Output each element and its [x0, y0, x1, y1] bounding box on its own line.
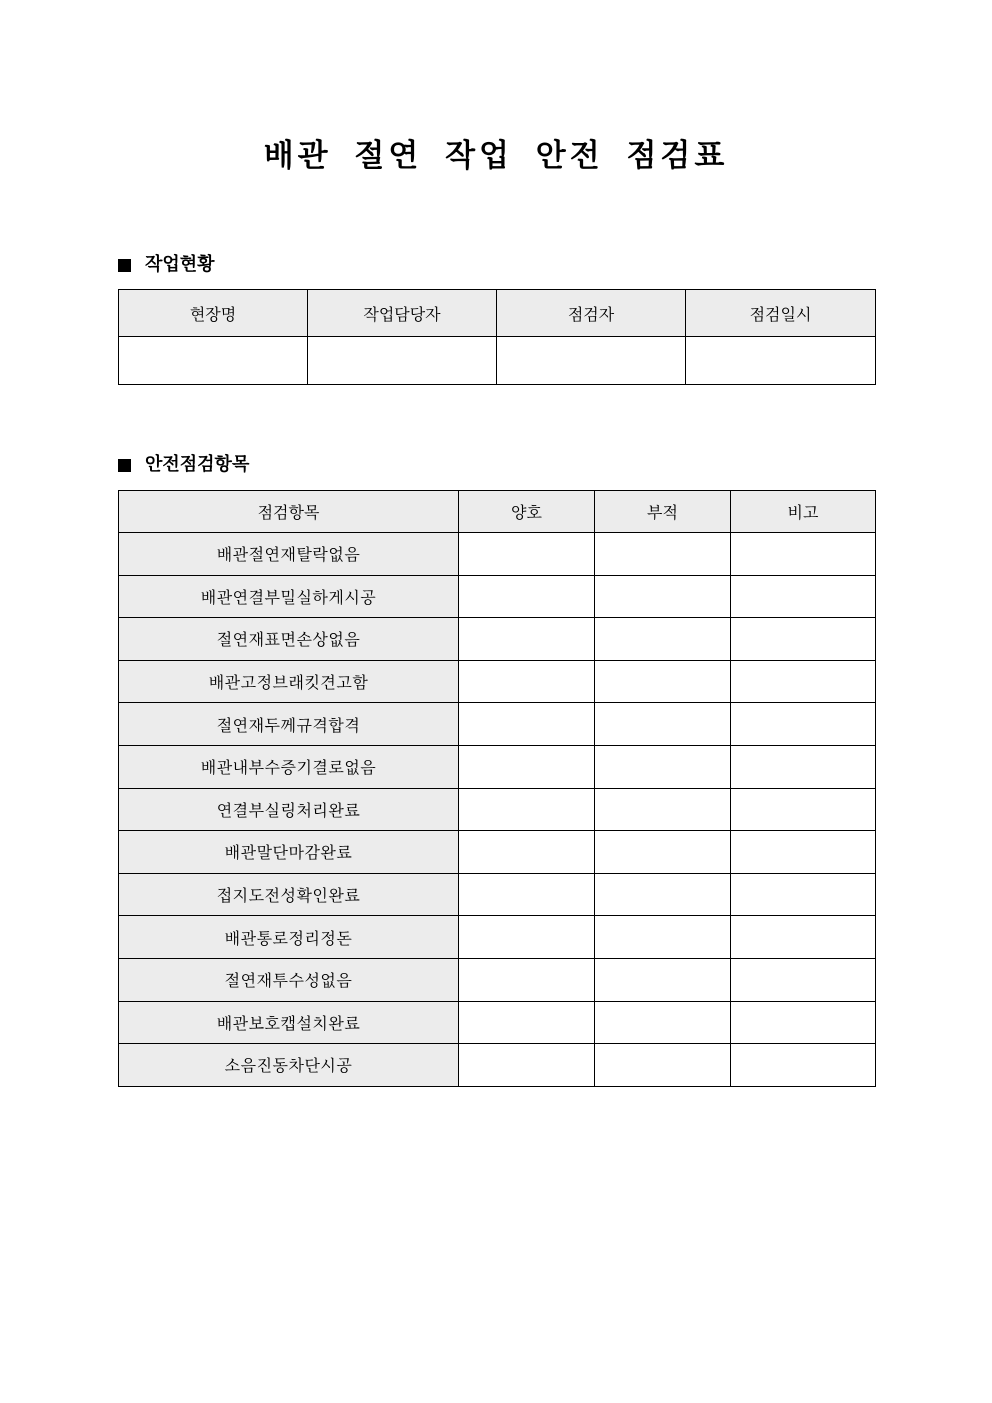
column-header-site-name: 현장명: [119, 290, 308, 337]
remarks-cell[interactable]: [731, 618, 876, 661]
check-item-label: 소음진동차단시공: [119, 1044, 459, 1087]
good-check-cell[interactable]: [459, 703, 595, 746]
inspector-field[interactable]: [497, 337, 686, 385]
unsuitable-check-cell[interactable]: [595, 533, 731, 576]
work-manager-field[interactable]: [308, 337, 497, 385]
unsuitable-check-cell[interactable]: [595, 788, 731, 831]
unsuitable-check-cell[interactable]: [595, 745, 731, 788]
remarks-cell[interactable]: [731, 745, 876, 788]
table-row: [119, 533, 876, 576]
remarks-cell[interactable]: [731, 873, 876, 916]
check-item-label: 접지도전성확인완료: [119, 873, 459, 916]
table-row: [119, 745, 876, 788]
check-item-label: 연결부실링처리완료: [119, 788, 459, 831]
unsuitable-check-cell[interactable]: [595, 1044, 731, 1087]
remarks-cell[interactable]: [731, 533, 876, 576]
unsuitable-check-cell[interactable]: [595, 618, 731, 661]
table-row: [119, 788, 876, 831]
good-check-cell[interactable]: [459, 1001, 595, 1044]
remarks-cell[interactable]: [731, 703, 876, 746]
section-heading-label: 안전점검항목: [145, 454, 250, 475]
good-check-cell[interactable]: [459, 831, 595, 874]
remarks-cell[interactable]: [731, 958, 876, 1001]
table-header-row: [119, 491, 876, 533]
unsuitable-check-cell[interactable]: [595, 958, 731, 1001]
check-item-label: 배관내부수증기결로없음: [119, 745, 459, 788]
inspection-datetime-field[interactable]: [686, 337, 876, 385]
remarks-cell[interactable]: [731, 1044, 876, 1087]
site-name-field[interactable]: [119, 337, 308, 385]
good-check-cell[interactable]: [459, 533, 595, 576]
check-item-label: 배관말단마감완료: [119, 831, 459, 874]
table-row: [119, 703, 876, 746]
column-header-unsuitable: 부적: [595, 491, 731, 533]
section-heading-work-status: [118, 253, 215, 277]
table-row: [119, 831, 876, 874]
good-check-cell[interactable]: [459, 1044, 595, 1087]
check-item-label: 배관연결부밀실하게시공: [119, 575, 459, 618]
column-header-inspector: 점검자: [497, 290, 686, 337]
remarks-cell[interactable]: [731, 575, 876, 618]
check-item-label: 절연재두께규격합격: [119, 703, 459, 746]
good-check-cell[interactable]: [459, 575, 595, 618]
safety-check-table: [118, 490, 876, 1087]
table-row: [119, 337, 876, 385]
unsuitable-check-cell[interactable]: [595, 575, 731, 618]
table-row: [119, 916, 876, 959]
square-bullet-icon: [118, 259, 131, 272]
table-row: [119, 1001, 876, 1044]
remarks-cell[interactable]: [731, 831, 876, 874]
check-item-label: 배관절연재탈락없음: [119, 533, 459, 576]
table-row: [119, 1044, 876, 1087]
good-check-cell[interactable]: [459, 916, 595, 959]
check-item-label: 절연재표면손상없음: [119, 618, 459, 661]
column-header-inspection-datetime: 점검일시: [686, 290, 876, 337]
column-header-remarks: 비고: [731, 491, 876, 533]
column-header-work-manager: 작업담당자: [308, 290, 497, 337]
remarks-cell[interactable]: [731, 660, 876, 703]
unsuitable-check-cell[interactable]: [595, 660, 731, 703]
check-item-label: 절연재투수성없음: [119, 958, 459, 1001]
remarks-cell[interactable]: [731, 1001, 876, 1044]
table-row: [119, 618, 876, 661]
good-check-cell[interactable]: [459, 745, 595, 788]
good-check-cell[interactable]: [459, 958, 595, 1001]
table-row: [119, 958, 876, 1001]
column-header-good: 양호: [459, 491, 595, 533]
table-row: [119, 575, 876, 618]
column-header-check-item: 점검항목: [119, 491, 459, 533]
page-title: 배관 절연 작업 안전 점검표: [263, 138, 729, 174]
work-status-table: [118, 289, 876, 385]
table-row: [119, 660, 876, 703]
unsuitable-check-cell[interactable]: [595, 703, 731, 746]
unsuitable-check-cell[interactable]: [595, 1001, 731, 1044]
good-check-cell[interactable]: [459, 873, 595, 916]
good-check-cell[interactable]: [459, 660, 595, 703]
table-row: [119, 873, 876, 916]
section-heading-safety-check: [118, 453, 249, 477]
square-bullet-icon: [118, 459, 131, 472]
table-header-row: [119, 290, 876, 337]
unsuitable-check-cell[interactable]: [595, 873, 731, 916]
check-item-label: 배관고정브래킷견고함: [119, 660, 459, 703]
section-heading-label: 작업현황: [145, 254, 215, 275]
check-item-label: 배관통로정리정돈: [119, 916, 459, 959]
unsuitable-check-cell[interactable]: [595, 831, 731, 874]
good-check-cell[interactable]: [459, 618, 595, 661]
unsuitable-check-cell[interactable]: [595, 916, 731, 959]
good-check-cell[interactable]: [459, 788, 595, 831]
check-item-label: 배관보호캡설치완료: [119, 1001, 459, 1044]
check-item-rows: [119, 533, 876, 1087]
remarks-cell[interactable]: [731, 916, 876, 959]
remarks-cell[interactable]: [731, 788, 876, 831]
